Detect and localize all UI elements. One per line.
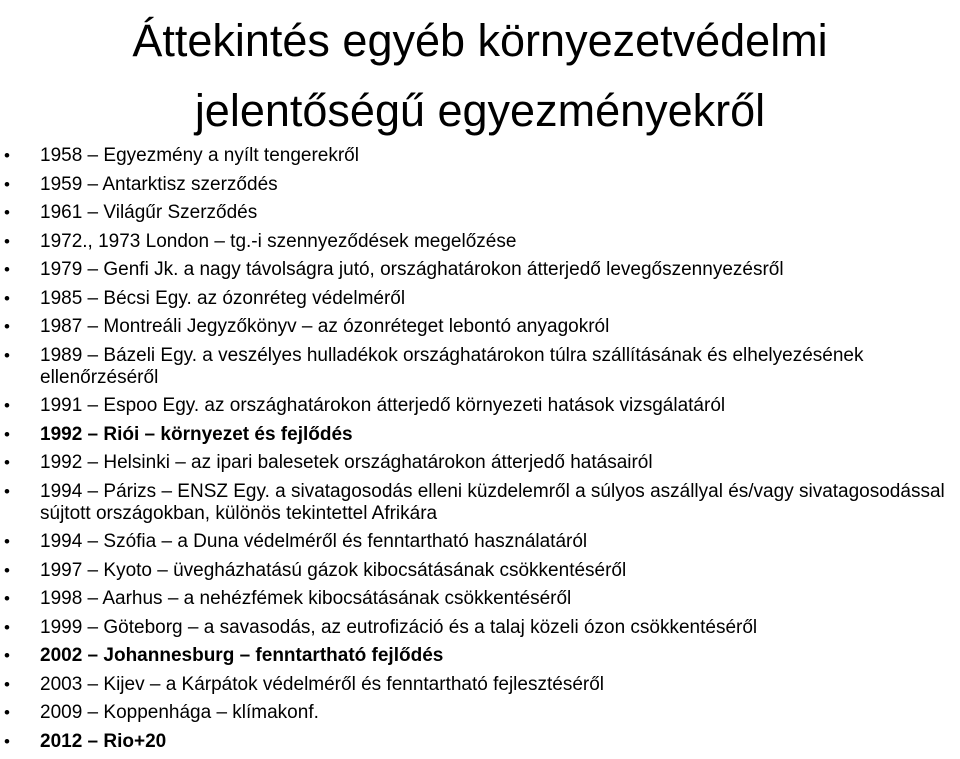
list-item xyxy=(0,231,960,253)
list-item-text: 2012 – Rio+20 xyxy=(40,730,167,752)
bullet-icon: • xyxy=(4,646,10,665)
bullet-icon: • xyxy=(4,731,10,751)
list-item-text: 1992 – Riói – környezet és fejlődés xyxy=(40,423,353,445)
list-item-text: 1991 – Espoo Egy. az országhatárokon átterjedő környezeti hatások vizsgálatáról xyxy=(40,395,726,416)
list-item-text: 1994 – Szófia – a Duna védelméről és fenntartható használatáról xyxy=(40,531,588,552)
list-item-text: 1989 – Bázeli Egy. a veszélyes hulladékok országhatárokon túlra szállításának és elhelyezésének ellenőrzéséről xyxy=(40,344,864,388)
bullet-icon: • xyxy=(4,317,10,336)
list-item-text: 1972., 1973 London – tg.-i szennyeződések megelőzése xyxy=(40,230,517,252)
bullet-icon: • xyxy=(4,453,10,472)
bullet-icon: • xyxy=(4,345,10,365)
list-item xyxy=(0,645,960,667)
treaty-list xyxy=(0,145,960,759)
list-item-text: 1959 – Antarktisz szerződés xyxy=(40,173,278,195)
list-item-text: 1997 – Kyoto – üvegházhatású gázok kibocsátásának csökkentéséről xyxy=(40,559,627,581)
slide-title-line-2: jelentőségű egyezményekről xyxy=(194,85,766,136)
bullet-icon: • xyxy=(4,703,10,722)
list-item xyxy=(0,288,960,310)
bullet-icon: • xyxy=(4,396,10,415)
list-item xyxy=(0,588,960,610)
slide-title-line-1: Áttekintés egyéb környezetvédelmi xyxy=(132,15,828,66)
list-item-text: 1979 – Genfi Jk. a nagy távolságra jutó, országhatárokon átterjedő levegőszennyezésről xyxy=(40,259,784,280)
bullet-icon: • xyxy=(4,146,10,165)
list-item xyxy=(0,617,960,639)
list-item-text: 1961 – Világűr Szerződés xyxy=(40,202,258,223)
list-item xyxy=(0,452,960,474)
list-item xyxy=(0,424,960,446)
list-item xyxy=(0,345,960,389)
list-item-text: 1987 – Montreáli Jegyzőkönyv – az ózonréteget lebontó anyagokról xyxy=(40,316,610,337)
bullet-icon: • xyxy=(4,424,10,444)
list-item xyxy=(0,145,960,167)
bullet-icon: • xyxy=(4,589,10,608)
list-item xyxy=(0,731,960,753)
bullet-icon: • xyxy=(4,674,10,694)
bullet-icon: • xyxy=(4,560,10,580)
list-item xyxy=(0,174,960,196)
bullet-icon: • xyxy=(4,231,10,251)
list-item xyxy=(0,560,960,582)
list-item-text: 2009 – Koppenhága – klímakonf. xyxy=(40,702,319,723)
list-item-text: 1985 – Bécsi Egy. az ózonréteg védelméről xyxy=(40,287,406,309)
slide-title xyxy=(20,6,940,146)
list-item-text: 2002 – Johannesburg – fenntartható fejlődés xyxy=(40,645,444,666)
list-item xyxy=(0,202,960,224)
list-item-text: 1992 – Helsinki – az ipari balesetek országhatárokon átterjedő hatásairól xyxy=(40,452,653,473)
list-item xyxy=(0,316,960,338)
bullet-icon: • xyxy=(4,532,10,551)
bullet-icon: • xyxy=(4,260,10,279)
list-item-text: 1958 – Egyezmény a nyílt tengerekről xyxy=(40,145,359,166)
bullet-icon: • xyxy=(4,481,10,501)
list-item-text: 2003 – Kijev – a Kárpátok védelméről és fenntartható fejlesztéséről xyxy=(40,673,604,695)
list-item xyxy=(0,259,960,281)
list-item xyxy=(0,531,960,553)
list-item-text: 1998 – Aarhus – a nehézfémek kibocsátásának csökkentéséről xyxy=(40,588,572,609)
bullet-icon: • xyxy=(4,174,10,194)
bullet-icon: • xyxy=(4,288,10,308)
list-item xyxy=(0,674,960,696)
list-item xyxy=(0,395,960,417)
bullet-icon: • xyxy=(4,617,10,637)
list-item xyxy=(0,702,960,724)
list-item-text: 1999 – Göteborg – a savasodás, az eutrofizáció és a talaj közeli ózon csökkentéséről xyxy=(40,616,758,638)
list-item-text: 1994 – Párizs – ENSZ Egy. a sivatagosodás elleni küzdelemről a súlyos aszállyal és/vagy sivatagosodással sújtott országokban, különös tekintettel Afrikára xyxy=(40,480,945,524)
bullet-icon: • xyxy=(4,203,10,222)
list-item xyxy=(0,481,960,525)
